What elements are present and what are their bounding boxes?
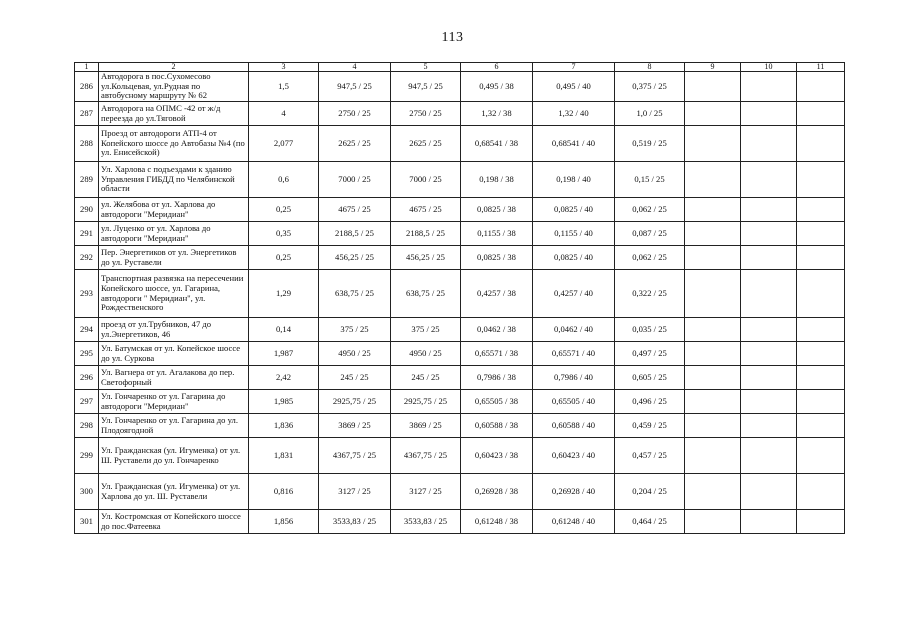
col7-cell: 0,1155 / 40 [533, 222, 615, 246]
row-number: 293 [75, 270, 99, 318]
col4-cell: 4367,75 / 25 [319, 438, 391, 474]
col10-cell [741, 474, 797, 510]
col4-cell: 2625 / 25 [319, 126, 391, 162]
table-row [75, 246, 845, 270]
col10-cell [741, 438, 797, 474]
row-number: 298 [75, 414, 99, 438]
col6-cell: 0,65571 / 38 [461, 342, 533, 366]
col5-cell: 375 / 25 [391, 318, 461, 342]
length-cell: 2,42 [249, 366, 319, 390]
road-name: Ул. Харлова с подъездами к зданию Управления ГИБДД по Челябинской области [99, 162, 249, 198]
road-name: Ул. Гончаренко от ул. Гагарина до автодороги "Меридиан" [99, 390, 249, 414]
col4-cell: 2925,75 / 25 [319, 390, 391, 414]
col7-cell: 0,65505 / 40 [533, 390, 615, 414]
col9-cell [685, 246, 741, 270]
col5-cell: 4950 / 25 [391, 342, 461, 366]
col8-cell: 0,496 / 25 [615, 390, 685, 414]
col8-cell: 0,519 / 25 [615, 126, 685, 162]
table-header [75, 63, 845, 72]
col6-cell: 0,0462 / 38 [461, 318, 533, 342]
row-number: 292 [75, 246, 99, 270]
col10-cell [741, 414, 797, 438]
col5-cell: 4675 / 25 [391, 198, 461, 222]
col11-cell [797, 198, 845, 222]
col11-cell [797, 366, 845, 390]
road-name: Транспортная развязка на пересечении Копейского шоссе, ул. Гагарина, автодороги " Меридиан", ул. Рождественского [99, 270, 249, 318]
col10-cell [741, 342, 797, 366]
col7-cell: 0,61248 / 40 [533, 510, 615, 534]
col7-cell: 0,26928 / 40 [533, 474, 615, 510]
col7-cell: 0,0825 / 40 [533, 246, 615, 270]
col10-cell [741, 270, 797, 318]
col11-cell [797, 414, 845, 438]
col6-cell: 0,60423 / 38 [461, 438, 533, 474]
col6-cell: 0,0825 / 38 [461, 198, 533, 222]
col6-cell: 0,60588 / 38 [461, 414, 533, 438]
col7-cell: 0,68541 / 40 [533, 126, 615, 162]
col9-cell [685, 162, 741, 198]
col8-cell: 0,605 / 25 [615, 366, 685, 390]
road-name: Пер. Энергетиков от ул. Энергетиков до ул. Руставели [99, 246, 249, 270]
col4-cell: 375 / 25 [319, 318, 391, 342]
col10-cell [741, 222, 797, 246]
col10-cell [741, 390, 797, 414]
column-header-7: 7 [533, 63, 615, 72]
col8-cell: 1,0 / 25 [615, 102, 685, 126]
col5-cell: 7000 / 25 [391, 162, 461, 198]
length-cell: 1,856 [249, 510, 319, 534]
page-number: 113 [441, 30, 464, 45]
col7-cell: 0,495 / 40 [533, 72, 615, 102]
column-header-6: 6 [461, 63, 533, 72]
col8-cell: 0,497 / 25 [615, 342, 685, 366]
column-header-1: 1 [75, 63, 99, 72]
col9-cell [685, 270, 741, 318]
col5-cell: 2188,5 / 25 [391, 222, 461, 246]
col11-cell [797, 270, 845, 318]
road-name: Ул. Гончаренко от ул. Гагарина до ул. Плодоягодной [99, 414, 249, 438]
col11-cell [797, 246, 845, 270]
col6-cell: 0,61248 / 38 [461, 510, 533, 534]
length-cell: 4 [249, 102, 319, 126]
col10-cell [741, 198, 797, 222]
col9-cell [685, 510, 741, 534]
col11-cell [797, 72, 845, 102]
road-name: Ул. Гражданская (ул. Игуменка) от ул. Ш. Руставели до ул. Гончаренко [99, 438, 249, 474]
row-number: 300 [75, 474, 99, 510]
col11-cell [797, 126, 845, 162]
row-number: 294 [75, 318, 99, 342]
row-number: 297 [75, 390, 99, 414]
col8-cell: 0,062 / 25 [615, 246, 685, 270]
col6-cell: 1,32 / 38 [461, 102, 533, 126]
road-name: Проезд от автодороги АТП-4 от Копейского шоссе до Автобазы №4 (по ул. Енисейской) [99, 126, 249, 162]
road-name: ул. Желябова от ул. Харлова до автодороги "Меридиан" [99, 198, 249, 222]
col9-cell [685, 474, 741, 510]
road-name: проезд от ул.Трубников, 47 до ул.Энергетиков, 46 [99, 318, 249, 342]
length-cell: 1,836 [249, 414, 319, 438]
column-header-2: 2 [99, 63, 249, 72]
col9-cell [685, 342, 741, 366]
col7-cell: 0,198 / 40 [533, 162, 615, 198]
road-name: Ул. Костромская от Копейского шоссе до пос.Фатеевка [99, 510, 249, 534]
length-cell: 1,987 [249, 342, 319, 366]
column-header-5: 5 [391, 63, 461, 72]
col4-cell: 245 / 25 [319, 366, 391, 390]
col6-cell: 0,495 / 38 [461, 72, 533, 102]
row-number: 301 [75, 510, 99, 534]
col9-cell [685, 390, 741, 414]
col11-cell [797, 474, 845, 510]
col9-cell [685, 366, 741, 390]
col5-cell: 3869 / 25 [391, 414, 461, 438]
col6-cell: 0,198 / 38 [461, 162, 533, 198]
road-name: Автодорога на ОПМС -42 от ж/д переезда до ул.Тяговой [99, 102, 249, 126]
col5-cell: 638,75 / 25 [391, 270, 461, 318]
col7-cell: 0,60588 / 40 [533, 414, 615, 438]
table-row [75, 474, 845, 510]
col8-cell: 0,062 / 25 [615, 198, 685, 222]
col10-cell [741, 162, 797, 198]
col6-cell: 0,1155 / 38 [461, 222, 533, 246]
col6-cell: 0,26928 / 38 [461, 474, 533, 510]
table-row [75, 438, 845, 474]
col11-cell [797, 162, 845, 198]
length-cell: 1,985 [249, 390, 319, 414]
col11-cell [797, 390, 845, 414]
col5-cell: 245 / 25 [391, 366, 461, 390]
col7-cell: 0,65571 / 40 [533, 342, 615, 366]
road-name: Ул. Батумская от ул. Копейское шоссе до ул. Суркова [99, 342, 249, 366]
col4-cell: 3533,83 / 25 [319, 510, 391, 534]
table-row [75, 510, 845, 534]
col7-cell: 0,0825 / 40 [533, 198, 615, 222]
column-header-9: 9 [685, 63, 741, 72]
length-cell: 0,6 [249, 162, 319, 198]
row-number: 289 [75, 162, 99, 198]
road-name: ул. Луценко от ул. Харлова до автодороги "Меридиан" [99, 222, 249, 246]
col11-cell [797, 222, 845, 246]
col10-cell [741, 72, 797, 102]
row-number: 296 [75, 366, 99, 390]
header-row [75, 63, 845, 72]
road-name: Ул. Вагнера от ул. Агалакова до пер. Светофорный [99, 366, 249, 390]
col8-cell: 0,15 / 25 [615, 162, 685, 198]
road-name: Ул. Гражданская (ул. Игуменка) от ул. Харлова до ул. Ш. Руставели [99, 474, 249, 510]
col6-cell: 0,65505 / 38 [461, 390, 533, 414]
table-body [75, 72, 845, 534]
col9-cell [685, 414, 741, 438]
table-row [75, 126, 845, 162]
col6-cell: 0,7986 / 38 [461, 366, 533, 390]
table-row [75, 414, 845, 438]
col9-cell [685, 222, 741, 246]
col11-cell [797, 102, 845, 126]
col4-cell: 7000 / 25 [319, 162, 391, 198]
table-row [75, 198, 845, 222]
table-row [75, 270, 845, 318]
col4-cell: 3869 / 25 [319, 414, 391, 438]
col11-cell [797, 318, 845, 342]
road-table [74, 62, 845, 534]
col5-cell: 3533,83 / 25 [391, 510, 461, 534]
col7-cell: 0,7986 / 40 [533, 366, 615, 390]
col5-cell: 2625 / 25 [391, 126, 461, 162]
col11-cell [797, 438, 845, 474]
col8-cell: 0,464 / 25 [615, 510, 685, 534]
table-row [75, 72, 845, 102]
col5-cell: 2925,75 / 25 [391, 390, 461, 414]
col10-cell [741, 510, 797, 534]
col4-cell: 4675 / 25 [319, 198, 391, 222]
length-cell: 0,35 [249, 222, 319, 246]
col10-cell [741, 126, 797, 162]
table-row [75, 222, 845, 246]
table-row [75, 342, 845, 366]
length-cell: 1,29 [249, 270, 319, 318]
col5-cell: 2750 / 25 [391, 102, 461, 126]
table-row [75, 366, 845, 390]
col6-cell: 0,0825 / 38 [461, 246, 533, 270]
row-number: 286 [75, 72, 99, 102]
col9-cell [685, 318, 741, 342]
col6-cell: 0,4257 / 38 [461, 270, 533, 318]
col11-cell [797, 342, 845, 366]
road-name: Автодорога в пос.Сухомесово ул.Кольцевая, ул.Рудная по автобусному маршруту № 62 [99, 72, 249, 102]
col4-cell: 3127 / 25 [319, 474, 391, 510]
col4-cell: 456,25 / 25 [319, 246, 391, 270]
column-header-8: 8 [615, 63, 685, 72]
row-number: 287 [75, 102, 99, 126]
col8-cell: 0,035 / 25 [615, 318, 685, 342]
col8-cell: 0,457 / 25 [615, 438, 685, 474]
col4-cell: 947,5 / 25 [319, 72, 391, 102]
col9-cell [685, 198, 741, 222]
col5-cell: 4367,75 / 25 [391, 438, 461, 474]
col5-cell: 947,5 / 25 [391, 72, 461, 102]
col4-cell: 638,75 / 25 [319, 270, 391, 318]
col4-cell: 2188,5 / 25 [319, 222, 391, 246]
col10-cell [741, 102, 797, 126]
table-row [75, 318, 845, 342]
col9-cell [685, 72, 741, 102]
col10-cell [741, 366, 797, 390]
col7-cell: 1,32 / 40 [533, 102, 615, 126]
col9-cell [685, 438, 741, 474]
col6-cell: 0,68541 / 38 [461, 126, 533, 162]
length-cell: 0,25 [249, 246, 319, 270]
length-cell: 0,14 [249, 318, 319, 342]
col9-cell [685, 102, 741, 126]
column-header-10: 10 [741, 63, 797, 72]
row-number: 290 [75, 198, 99, 222]
col4-cell: 4950 / 25 [319, 342, 391, 366]
row-number: 295 [75, 342, 99, 366]
length-cell: 0,816 [249, 474, 319, 510]
col10-cell [741, 318, 797, 342]
col7-cell: 0,4257 / 40 [533, 270, 615, 318]
table-row [75, 162, 845, 198]
col8-cell: 0,375 / 25 [615, 72, 685, 102]
col8-cell: 0,322 / 25 [615, 270, 685, 318]
col4-cell: 2750 / 25 [319, 102, 391, 126]
col11-cell [797, 510, 845, 534]
length-cell: 1,5 [249, 72, 319, 102]
column-header-3: 3 [249, 63, 319, 72]
table-row [75, 390, 845, 414]
col10-cell [741, 246, 797, 270]
row-number: 291 [75, 222, 99, 246]
col8-cell: 0,087 / 25 [615, 222, 685, 246]
column-header-11: 11 [797, 63, 845, 72]
length-cell: 2,077 [249, 126, 319, 162]
row-number: 288 [75, 126, 99, 162]
col8-cell: 0,204 / 25 [615, 474, 685, 510]
length-cell: 1,831 [249, 438, 319, 474]
column-header-4: 4 [319, 63, 391, 72]
col7-cell: 0,60423 / 40 [533, 438, 615, 474]
col5-cell: 3127 / 25 [391, 474, 461, 510]
table-row [75, 102, 845, 126]
row-number: 299 [75, 438, 99, 474]
col5-cell: 456,25 / 25 [391, 246, 461, 270]
length-cell: 0,25 [249, 198, 319, 222]
col8-cell: 0,459 / 25 [615, 414, 685, 438]
col7-cell: 0,0462 / 40 [533, 318, 615, 342]
col9-cell [685, 126, 741, 162]
